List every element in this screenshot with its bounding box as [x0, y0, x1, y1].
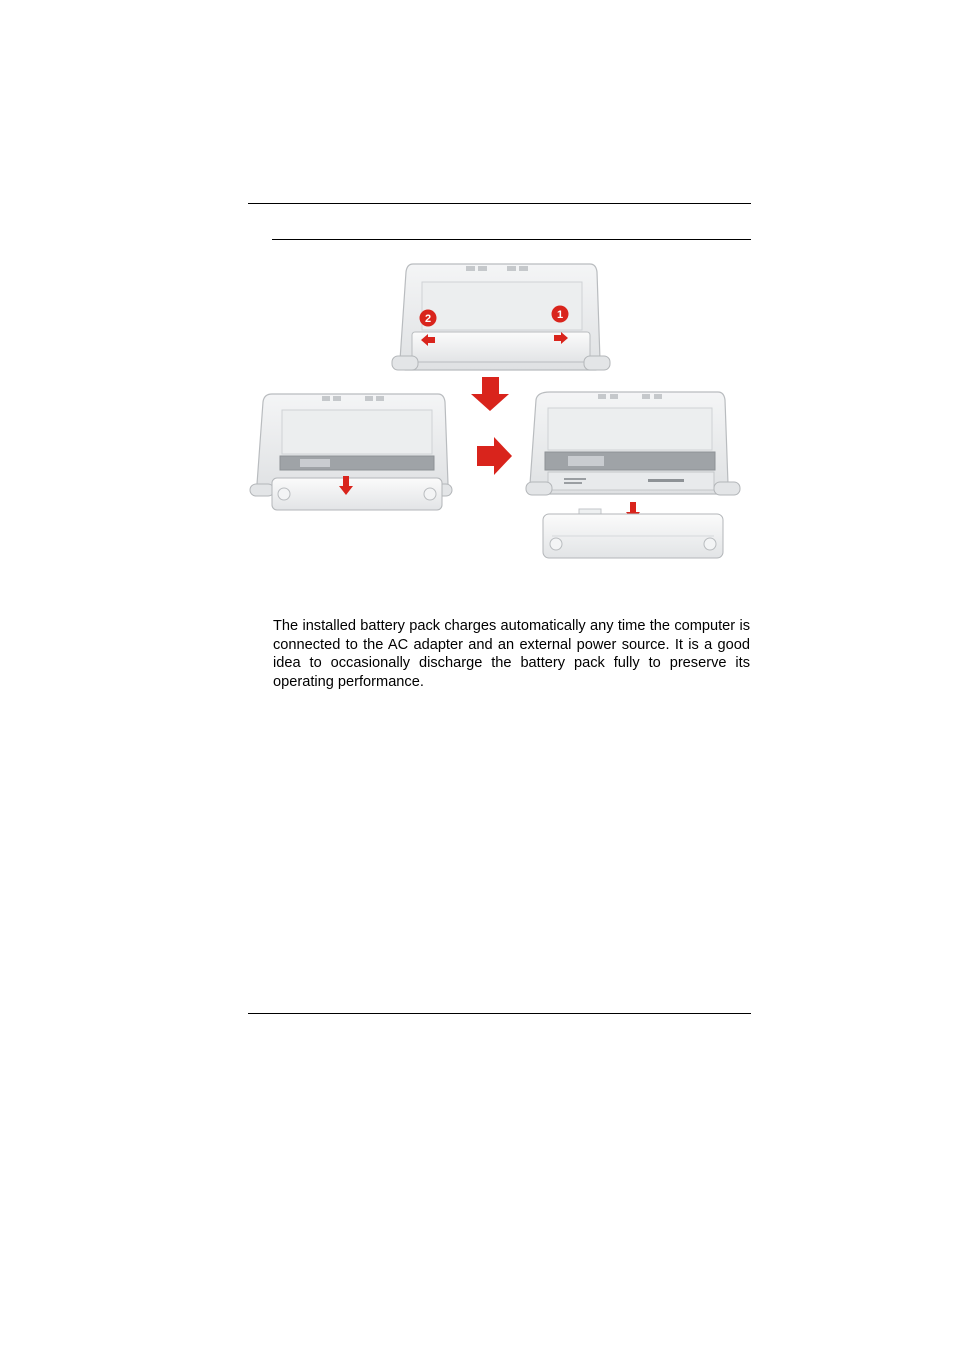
svg-text:2: 2 [424, 313, 432, 325]
svg-text:1: 1 [556, 309, 564, 321]
footer-rule [248, 1013, 751, 1014]
battery-removal-figure [0, 0, 954, 600]
step-1-badge [552, 306, 569, 323]
body-paragraph: The installed battery pack charges automatically any time the computer is connected to the AC adapter and an external power source. It is a good idea to occasionally discharge the battery pack fully to preserve its operating performance. [273, 618, 750, 690]
step-arrow-right-icon [477, 437, 512, 475]
step-arrow-down-icon [471, 377, 509, 411]
step-2-badge [420, 310, 437, 327]
laptop-bottom-left-image [250, 394, 452, 510]
laptop-bottom-right-image [526, 392, 740, 495]
battery-pack-image [543, 509, 723, 558]
